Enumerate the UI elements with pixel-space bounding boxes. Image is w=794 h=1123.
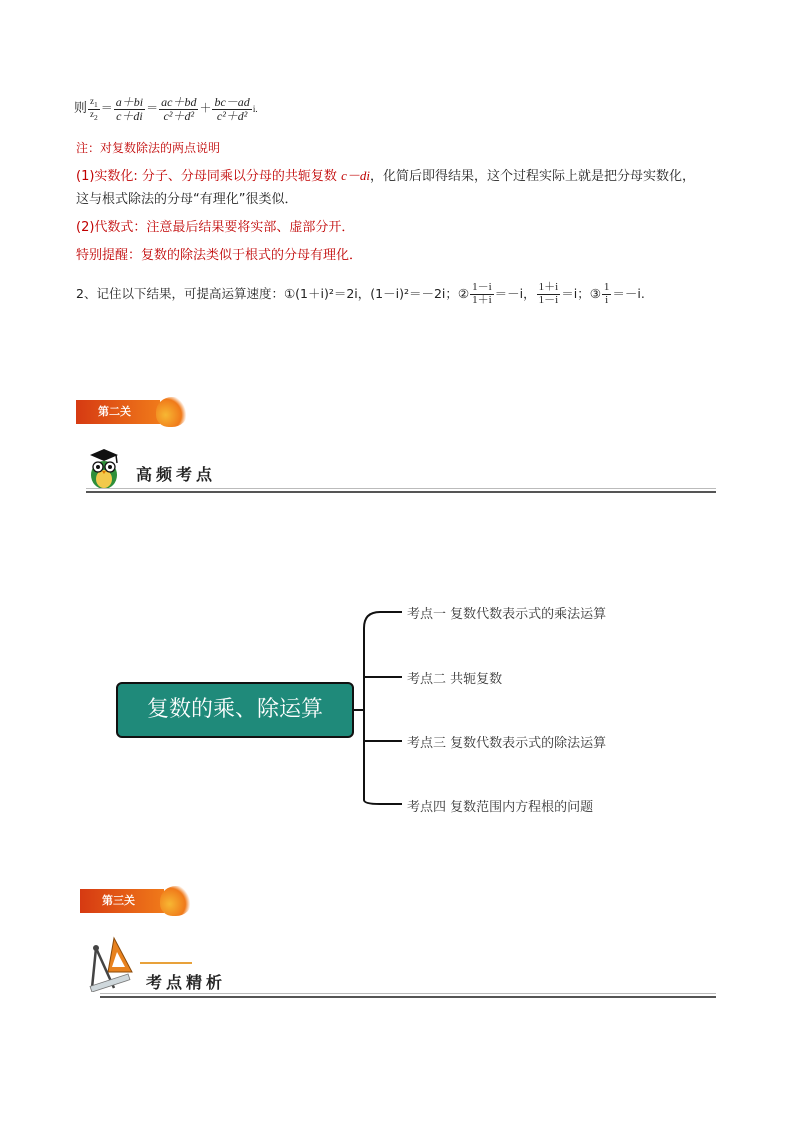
flame-icon [156, 397, 188, 427]
memo-result-3: ＝－i. [612, 286, 645, 302]
section2-rule [86, 491, 716, 493]
fraction-a-bi-num: a＋bi [115, 95, 144, 109]
note-title: 注：对复数除法的两点说明 [76, 141, 221, 155]
note-item-1-b: ，化简后即得结果，这个过程实际上就是把分母实数化， [369, 169, 695, 184]
fraction-a-bi-den: c＋di [116, 108, 143, 123]
flame-icon [160, 886, 192, 916]
section3-rule-light [100, 993, 716, 994]
memo-fraction-2-den: 1－i [538, 293, 559, 306]
section3-banner-label: 第三关 [80, 889, 164, 913]
memo-fraction-1 [470, 282, 494, 306]
drafting-tools-icon [88, 936, 138, 992]
memo-result-2: ＝i；③ [561, 286, 601, 302]
mindmap-branch-4: 考点四 复数范围内方程根的问题 [407, 800, 594, 815]
plus-sign: ＋ [199, 100, 212, 115]
memo-fraction-3-den: i [605, 293, 609, 306]
fraction-real [159, 96, 198, 122]
section3-banner [80, 886, 200, 916]
imag-unit: i. [252, 103, 258, 114]
z1-var: z [90, 95, 95, 106]
formula-prefix: 则 [74, 100, 88, 116]
section2-banner [76, 397, 196, 427]
z2-sub: 2 [94, 112, 98, 122]
section2-rule-light [86, 488, 716, 489]
section2-banner-label: 第二关 [76, 400, 160, 424]
z2-var: z [90, 108, 95, 119]
memo-result-1: ＝－i， [494, 286, 536, 302]
memo-fraction-1-den: 1＋i [472, 293, 492, 306]
note-item-1-a: (1)实数化: 分子、分母同乘以分母的共轭复数 [76, 169, 342, 184]
title-accent [140, 962, 192, 964]
fraction-real-num: ac＋bd [161, 95, 197, 109]
memo-fraction-3-num: 1 [603, 281, 610, 293]
memo-fraction-3 [602, 282, 612, 306]
mindmap-branch-2: 考点二 共轭复数 [407, 672, 503, 687]
mindmap-center: 复数的乘、除运算 [116, 682, 354, 738]
section2-title: 高频考点 [136, 465, 217, 484]
mindmap-branch-1: 考点一 复数代数表示式的乘法运算 [407, 607, 607, 622]
memo-fraction-2 [537, 282, 561, 306]
mindmap-branch-3: 考点三 复数代数表示式的除法运算 [407, 736, 607, 751]
section3-title: 考点精析 [146, 973, 227, 992]
fraction-imag-den: c²＋d² [216, 108, 248, 123]
fraction-a-bi [114, 96, 145, 122]
z1-sub: 1 [94, 99, 98, 109]
fraction-imag [212, 96, 251, 122]
equals-1: ＝ [100, 100, 113, 115]
section3-rule [100, 996, 716, 998]
note-item-1-cont: 这与根式除法的分母“有理化”很类似． [76, 192, 298, 207]
z-ratio [88, 97, 100, 121]
fraction-real-den: c²＋d² [163, 108, 195, 123]
note-item-1 [76, 166, 695, 187]
owl-icon [86, 447, 122, 491]
division-formula [74, 96, 258, 122]
memo-lead: 2、记住以下结果，可提高运算速度：①(1＋i)²＝2i，(1－i)²＝－2i；② [76, 286, 470, 302]
memo-results [76, 282, 645, 306]
special-tip: 特别提醒：复数的除法类似于根式的分母有理化． [76, 248, 363, 263]
memo-fraction-1-num: 1－i [472, 281, 492, 293]
mindmap-connectors [350, 600, 430, 820]
equals-2: ＝ [146, 100, 159, 115]
note-item-2: (2)代数式：注意最后结果要将实部、虚部分开． [76, 220, 355, 235]
note-item-1-var: c－di [341, 168, 370, 183]
memo-fraction-2-num: 1＋i [538, 281, 559, 293]
fraction-imag-num: bc－ad [214, 95, 250, 109]
